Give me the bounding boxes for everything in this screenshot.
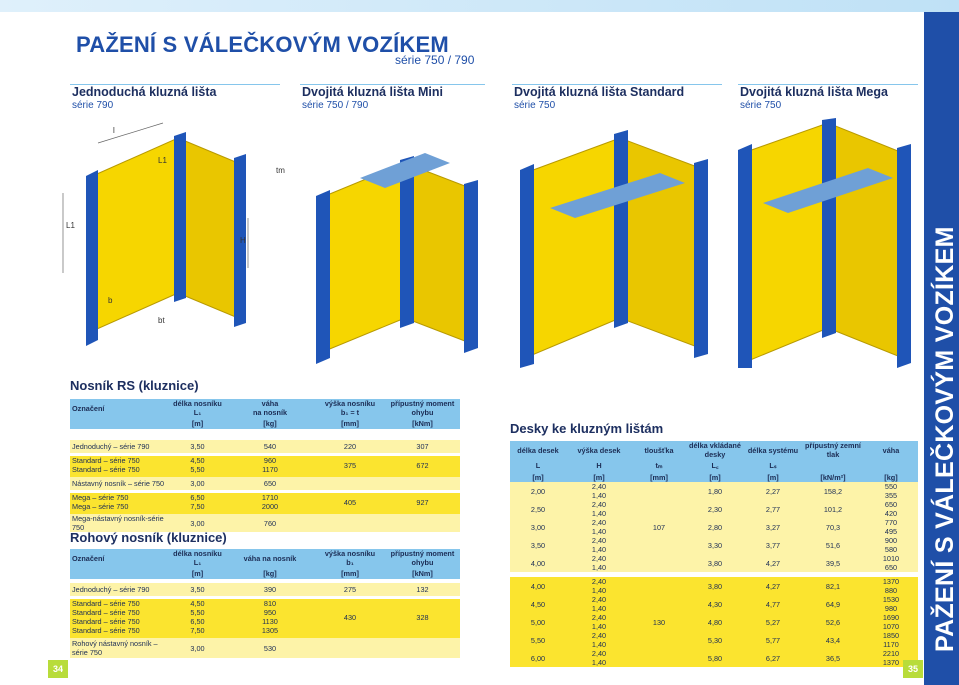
- section-title-nosnik-rs: Nosník RS (kluznice): [70, 378, 199, 393]
- col-header: váha: [864, 441, 918, 459]
- rohovy-table: [70, 549, 460, 658]
- col-header: Označení: [70, 549, 170, 567]
- unit: [m]: [170, 567, 225, 579]
- table-row: Standard – série 750 5,50 1170: [70, 465, 460, 474]
- top-strip: [0, 0, 959, 12]
- table-row: 5,50 2,40 1,40 5,30 5,77 43,4 1850 1170: [510, 631, 918, 649]
- nosnik-rs-table: [70, 399, 460, 532]
- variant-single-rail: Jednoduchá kluzná lišta série 790: [72, 85, 217, 111]
- dim-l: l: [113, 126, 115, 135]
- unit: [kg]: [864, 471, 918, 483]
- table-row: Rohový nástavný nosník – série 750 3,00 530: [70, 638, 460, 658]
- unit: [kg]: [225, 417, 315, 429]
- unit: [m]: [170, 417, 225, 429]
- desky-table: [510, 441, 918, 483]
- col-header: váha na nosník: [225, 549, 315, 567]
- unit: [kN/m²]: [802, 471, 864, 483]
- table-row: 6,00 2,40 1,40 5,80 6,27 36,5 2210 1370: [510, 649, 918, 667]
- table-row: 3,00 2,40 1,40 2,80 3,27 70,3 770 495: [510, 518, 918, 536]
- table-row: 2,00 2,40 1,40 107 1,80 2,27 158,2 550 355: [510, 482, 918, 500]
- col-header: přípustný moment ohybu: [385, 549, 460, 567]
- col-header: Označení: [70, 399, 170, 417]
- vertical-title-bar: [924, 12, 959, 685]
- symbol: L: [510, 459, 566, 471]
- table-row: Standard – série 750 7,50 1305: [70, 626, 460, 635]
- table-row: 4,00 2,40 1,40 3,80 4,27 39,5 1010 650: [510, 554, 918, 572]
- table-row: 2,50 2,40 1,40 2,30 2,77 101,2 650 420: [510, 500, 918, 518]
- single-rail-illustration: [58, 118, 294, 368]
- table-row: Mega-nástavný nosník-série 750 3,00 760: [70, 514, 460, 532]
- dim-l1-top: L1: [158, 156, 167, 165]
- col-header: výška nosníku b₁ = t: [315, 399, 385, 417]
- symbol: L꜀: [686, 459, 744, 471]
- page-number-left: 34: [48, 660, 68, 678]
- unit: [mm]: [632, 471, 686, 483]
- table-row: Standard – série 750 5,50 950: [70, 608, 460, 617]
- col-header: výška desek: [566, 441, 632, 459]
- table-row: Mega – série 750 7,50 2000: [70, 502, 460, 511]
- symbol: H: [566, 459, 632, 471]
- variant-double-mega: Dvojitá kluzná lišta Mega série 750: [740, 85, 888, 111]
- table-row: Standard – série 750 4,50 960 375 672: [70, 456, 460, 465]
- table-row: Standard – série 750 6,50 1130: [70, 617, 460, 626]
- table-row: Nástavný nosník – série 750 3,00 650: [70, 477, 460, 490]
- vertical-title: PAŽENÍ S VÁLEČKOVÝM VOZÍKEM: [931, 226, 959, 652]
- unit: [mm]: [315, 567, 385, 579]
- dim-b: b: [108, 296, 113, 305]
- symbol: Lₛ: [744, 459, 802, 471]
- col-header: přípustný zemní tlak: [802, 441, 864, 459]
- dim-h: H: [240, 236, 246, 245]
- section-title-rohovy: Rohový nosník (kluznice): [70, 530, 227, 545]
- variant-double-mini: Dvojitá kluzná lišta Mini série 750 / 790: [302, 85, 443, 111]
- col-header: délka nosníku L₁: [170, 399, 225, 417]
- unit: [m]: [686, 471, 744, 483]
- double-standard-illustration: [510, 118, 720, 368]
- unit: [kNm]: [385, 567, 460, 579]
- table-row: Jednoduchý – série 790 3,50 540 220 307: [70, 440, 460, 453]
- variant-double-standard: Dvojitá kluzná lišta Standard série 750: [514, 85, 685, 111]
- table-row: Jednoduchý – série 790 3,50 390 275 132: [70, 583, 460, 596]
- dim-tm: tm: [276, 166, 285, 175]
- desky-table-body: [510, 482, 918, 667]
- col-header: výška nosníku b₁: [315, 549, 385, 567]
- col-header: váha na nosník: [225, 399, 315, 417]
- unit: [kg]: [225, 567, 315, 579]
- col-header: délka vkládané desky: [686, 441, 744, 459]
- double-mega-illustration: [728, 118, 918, 368]
- table-row: 3,50 2,40 1,40 3,30 3,77 51,6 900 580: [510, 536, 918, 554]
- table-row: Standard – série 750 4,50 810 430 328: [70, 599, 460, 608]
- page-title: PAŽENÍ S VÁLEČKOVÝM VOZÍKEM: [76, 32, 449, 57]
- dim-bt: bt: [158, 316, 165, 325]
- col-header: délka desek: [510, 441, 566, 459]
- table-row: 4,50 2,40 1,40 4,30 4,77 64,9 1530 980: [510, 595, 918, 613]
- table-row: 5,00 2,40 1,40 4,80 5,27 52,6 1690 1070: [510, 613, 918, 631]
- double-mini-illustration: [300, 118, 500, 368]
- page-subtitle: série 750 / 790: [395, 53, 475, 67]
- unit: [m]: [566, 471, 632, 483]
- col-header: délka nosníku L₁: [170, 549, 225, 567]
- unit: [mm]: [315, 417, 385, 429]
- page-number-right: 35: [903, 660, 923, 678]
- section-title-desky: Desky ke kluzným lištám: [510, 421, 664, 436]
- col-header: tloušťka: [632, 441, 686, 459]
- table-row: 4,00 2,40 1,40 130 3,80 4,27 82,1 1370 880: [510, 577, 918, 595]
- table-row: Mega – série 750 6,50 1710 405 927: [70, 493, 460, 502]
- symbol: tₘ: [632, 459, 686, 471]
- col-header: přípustný moment ohybu: [385, 399, 460, 417]
- unit: [kNm]: [385, 417, 460, 429]
- unit: [m]: [510, 471, 566, 483]
- dim-l1: L1: [66, 221, 75, 230]
- col-header: délka systému: [744, 441, 802, 459]
- unit: [m]: [744, 471, 802, 483]
